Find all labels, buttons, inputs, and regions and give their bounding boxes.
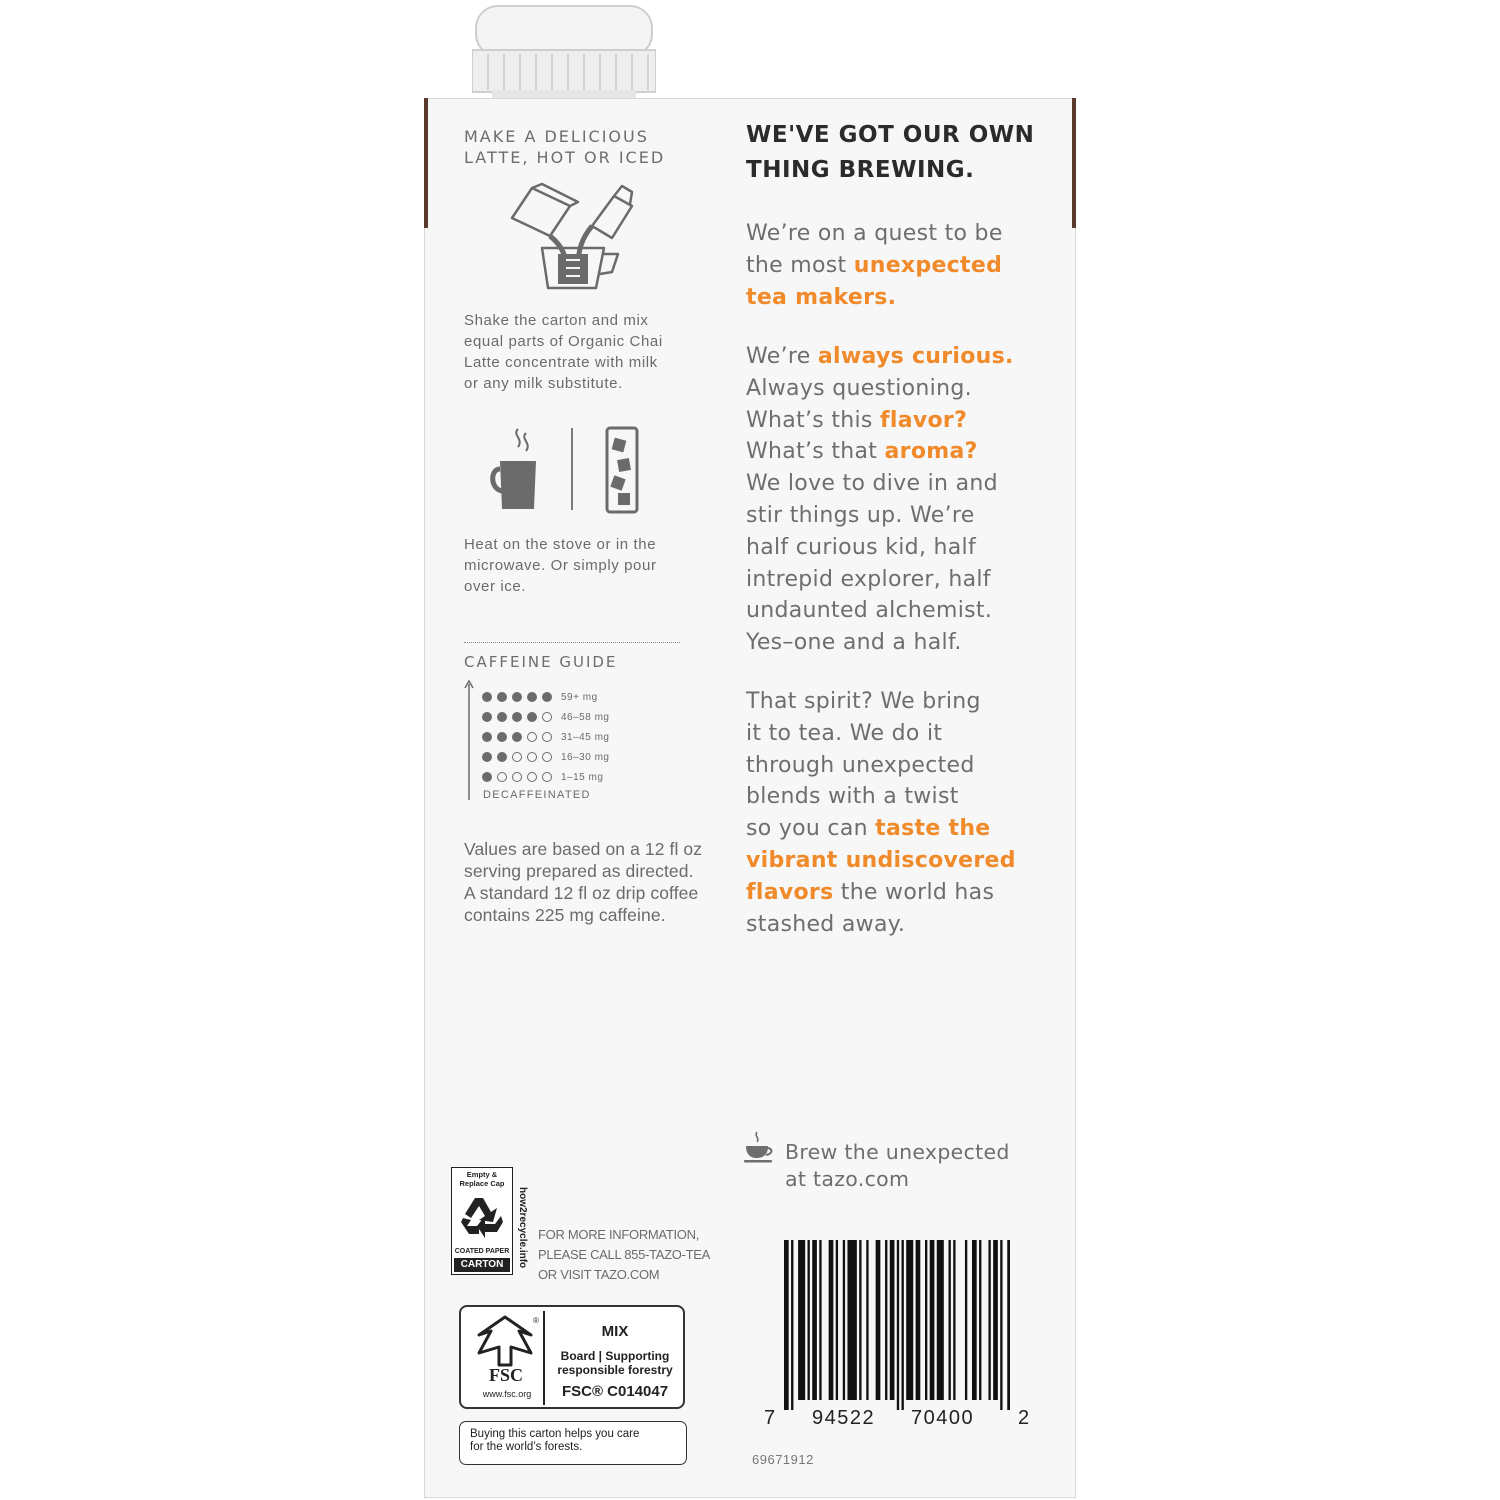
story-text: half curious kid, half [746,534,977,560]
story-line [746,532,1014,564]
fsc-claim [545,1349,685,1377]
step1-line: Shake the carton and mix [464,312,649,329]
fsc-claim-line: Board | Supporting [560,1349,670,1363]
barcode-bar [836,1240,838,1400]
story-line [746,813,1016,845]
values-note-line: serving prepared as directed. [464,861,694,881]
caffeine-level-row [482,728,609,746]
headline-line: WE'VE GOT OUR OWN [746,122,1035,148]
barcode-digit-right: 2 [1018,1407,1031,1429]
story-line [746,436,1014,468]
step2-line: Heat on the stove or in the [464,536,657,553]
values-note-line: Values are based on a 12 fl oz [464,839,703,859]
recycle-instruction [452,1171,512,1188]
caffeine-dot-filled [482,772,492,782]
caffeine-level-label: 46–58 mg [561,711,610,723]
fsc-mix: MIX [601,1323,629,1340]
caffeine-dot-empty [542,772,552,782]
caffeine-dot-filled [497,732,507,742]
story-text: through unexpected [746,752,975,778]
barcode-bar [808,1240,810,1400]
caffeine-dot-filled [512,732,522,742]
forest-note-line: for the world’s forests. [470,1441,583,1453]
story-line [746,218,1003,250]
barcode-bar [972,1240,977,1400]
barcode-bar [847,1240,856,1400]
barcode-bar [784,1240,789,1410]
story-line [746,282,1003,314]
headline-line: THING BREWING. [746,157,975,183]
barcode-bar [930,1240,935,1400]
hot-mug-icon [490,425,550,515]
fsc-claim-line: responsible forestry [557,1363,673,1377]
carton-edge-right [1072,98,1076,228]
barcode-bar [866,1240,868,1400]
step2-line: over ice. [464,578,527,595]
caffeine-dot-filled [482,752,492,762]
brew-website[interactable]: at tazo.com [785,1167,910,1191]
story-paragraph-curious [746,341,1014,659]
caffeine-level-row [482,768,603,786]
divider [571,428,573,510]
story-line [746,750,1016,782]
story-text: stashed away. [746,911,906,937]
caffeine-dot-empty [542,752,552,762]
more-info-line: PLEASE CALL 855-TAZO-TEA [538,1247,710,1262]
barcode-bar [890,1240,895,1400]
fsc-tree-icon [471,1313,541,1369]
caffeine-dot-filled [527,712,537,722]
caffeine-level-row [482,748,609,766]
caffeine-dot-empty [527,772,537,782]
barcode-bar [885,1240,887,1400]
caffeine-values-note [464,838,702,926]
fsc-logo-text: FSC [488,1365,523,1385]
barcode-bar [993,1240,998,1400]
values-note-line: contains 225 mg caffeine. [464,905,666,925]
caffeine-dot-filled [527,692,537,702]
story-line [746,373,1014,405]
barcode-bar [897,1240,899,1410]
story-text: it to tea. We do it [746,720,943,746]
story-line [746,877,1016,909]
story-text: so you can [746,816,876,842]
forest-note [470,1428,639,1454]
barcode-bar [1007,1240,1010,1410]
recycle-label [451,1167,513,1275]
upc-barcode [784,1240,1010,1410]
barcode-digit-left: 7 [764,1407,777,1429]
caffeine-dot-empty [542,712,552,722]
story-text: Always questioning. [746,375,972,401]
story-text: What’s that [746,439,885,465]
story-text: the world has [833,879,995,905]
story-text: the most [746,252,854,278]
barcode-bar [798,1240,805,1400]
story-text: We’re on a quest to be [746,221,1003,246]
barcode-bar [829,1240,834,1400]
step2-line: microwave. Or simply pour [464,557,657,574]
fsc-url: www.fsc.org [482,1389,532,1399]
fsc-certification-box [459,1305,685,1409]
barcode-bar [819,1240,821,1400]
story-text: That spirit? We bring [746,689,981,714]
barcode-bar [843,1240,845,1400]
story-text: intrepid explorer, half [746,566,991,592]
step2-instructions [464,534,657,597]
story-line [746,781,1016,813]
latte-heading-line: LATTE, HOT OR ICED [464,148,666,167]
more-info-line: OR VISIT TAZO.COM [538,1267,660,1282]
brand-headline [746,118,1034,188]
decaf-label: DECAFFEINATED [483,789,591,801]
caffeine-axis-arrow [464,680,474,802]
caffeine-dot-filled [542,692,552,702]
story-line [746,468,1014,500]
barcode-bar [979,1240,981,1400]
story-line [746,845,1016,877]
fsc-license: FSC® C014047 [561,1383,669,1400]
step1-instructions [464,310,663,394]
step1-line: Latte concentrate with milk [464,354,658,371]
caffeine-dot-filled [482,692,492,702]
barcode-bar [949,1240,951,1400]
pour-icon [508,182,638,294]
brew-cta [785,1139,1010,1193]
more-info-text [538,1225,710,1285]
how2recycle-url: how2recycle.info [517,1187,528,1269]
caffeine-dot-filled [512,712,522,722]
caffeine-dot-empty [527,752,537,762]
story-highlight: flavors [746,879,834,905]
barcode-bar [925,1240,927,1400]
caffeine-dot-filled [497,752,507,762]
caffeine-level-label: 31–45 mg [561,731,610,743]
story-line [746,500,1014,532]
barcode-bar [906,1240,913,1400]
story-line [746,595,1014,627]
caffeine-guide-title: CAFFEINE GUIDE [464,653,618,671]
caffeine-dot-filled [497,712,507,722]
barcode-bar [812,1240,817,1400]
caffeine-dot-empty [527,732,537,742]
story-highlight: always curious. [817,344,1014,369]
barcode-digits-group1: 94522 [812,1407,876,1429]
caffeine-level-row [482,708,609,726]
story-text: stir things up. We’re [746,502,975,528]
more-info-line: FOR MORE INFORMATION, [538,1227,700,1242]
caffeine-dot-filled [512,692,522,702]
carton-label: CARTON [454,1258,510,1272]
caffeine-level-label: 16–30 mg [561,751,610,763]
story-paragraph-spirit [746,686,1016,940]
forest-note-box [459,1421,687,1465]
step1-line: or any milk substitute. [464,375,623,392]
barcode-bar [876,1240,881,1400]
caffeine-dot-filled [482,732,492,742]
iced-glass-icon [604,425,640,515]
story-highlight: taste the [875,816,991,842]
latte-heading [464,126,665,168]
story-text: We love to dive in and [746,471,998,497]
teacup-icon [744,1130,774,1164]
story-paragraph-quest [746,218,1003,313]
values-note-line: A standard 12 fl oz drip coffee [464,883,699,903]
recycle-instruction-line: Replace Cap [459,1178,505,1188]
caffeine-level-row [482,688,598,706]
caffeine-level-label: 1–15 mg [561,771,604,783]
story-text: blends with a twist [746,784,959,810]
barcode-bar [916,1240,921,1400]
barcode-bar [859,1240,861,1400]
story-line [746,250,1003,282]
svg-text:®: ® [533,1316,539,1325]
barcode-bar [965,1240,967,1400]
caffeine-dot-filled [482,712,492,722]
carton-cap [472,4,656,100]
dotted-divider [464,642,680,643]
story-line [746,405,1014,437]
barcode-bar [1000,1240,1002,1410]
story-highlight: vibrant undiscovered [746,847,1016,873]
caffeine-dot-empty [497,772,507,782]
caffeine-dot-empty [542,732,552,742]
latte-heading-line: MAKE A DELICIOUS [464,127,649,146]
story-line [746,341,1014,373]
barcode-bar [953,1240,955,1400]
caffeine-dot-empty [512,772,522,782]
barcode-bar [937,1240,944,1400]
story-line [746,718,1016,750]
caffeine-dot-empty [512,752,522,762]
story-line [746,564,1014,596]
story-line [746,627,1014,659]
carton-edge-left [424,98,428,228]
coated-paper-label: COATED PAPER [454,1248,510,1255]
story-highlight: flavor? [880,407,968,433]
print-code: 69671912 [752,1452,814,1467]
barcode-bar [988,1240,990,1400]
brew-line: Brew the unexpected [785,1140,1010,1164]
recycle-instruction-line: Empty & [466,1170,498,1179]
story-line [746,909,1016,941]
barcode-bar [791,1240,793,1410]
story-highlight: tea makers. [746,284,897,310]
story-highlight: aroma? [884,439,978,465]
forest-note-line: Buying this carton helps you care [470,1428,640,1440]
barcode-bar [902,1240,904,1410]
story-line [746,686,1016,718]
recycle-icon [457,1192,507,1242]
story-text: undaunted alchemist. [746,598,993,624]
caffeine-dot-filled [497,692,507,702]
caffeine-level-label: 59+ mg [561,691,598,703]
step1-line: equal parts of Organic Chai [464,333,663,350]
story-text: What’s this [746,407,880,433]
story-text: We’re [746,344,818,369]
story-highlight: unexpected [853,252,1003,278]
story-text: Yes–one and a half. [746,630,962,656]
barcode-digits-group2: 70400 [911,1407,975,1429]
